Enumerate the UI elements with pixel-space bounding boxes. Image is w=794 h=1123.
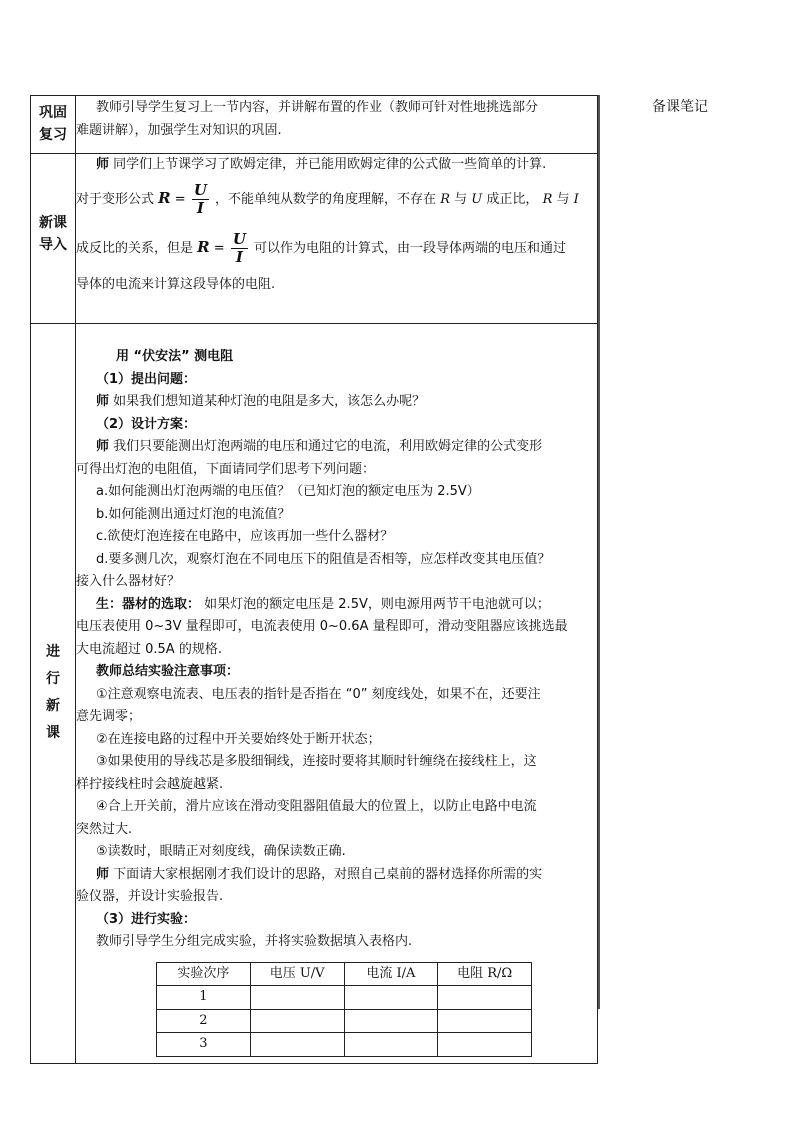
intro-content <box>76 154 598 324</box>
intro-line-1: 同学们上节课学习了欧姆定律，并已能用欧姆定律的公式做一些简单的计算. <box>113 157 547 172</box>
intro-label-cell <box>31 154 76 324</box>
note-4-b: 突然过大. <box>76 821 133 837</box>
s1-title: （1）提出问题： <box>96 371 197 387</box>
table-cell: 2 <box>157 1009 251 1033</box>
intro-line-2b: ，不能单纯从数学的角度理解，不存在 <box>215 192 437 207</box>
s2-text-1: 我们只要能测出灯泡两端的电压和通过它的电流，利用欧姆定律的公式变形 <box>113 439 543 454</box>
formula-r: R <box>158 189 171 207</box>
table-cell: 1 <box>157 986 251 1010</box>
formula2-fraction <box>231 231 248 266</box>
header-cell: 实验次序 <box>157 962 251 986</box>
review-content <box>76 96 598 154</box>
intro-line-3b: 可以作为电阻的计算式，由一段导体两端的电压和通过 <box>254 241 567 256</box>
table-row <box>157 1033 532 1057</box>
intro-line-2d: 与 <box>454 192 468 207</box>
question-c: c.欲使灯泡连接在电路中，应该再加一些什么器材？ <box>96 529 394 544</box>
lesson-heading: 用 “伏安法” 测电阻 <box>116 349 234 364</box>
notes-title: 教师总结实验注意事项： <box>96 664 240 679</box>
question-b: b.如何能测出通过灯泡的电流值？ <box>96 506 291 522</box>
data-table-header <box>157 962 532 986</box>
review-label-2: 复习 <box>39 127 67 143</box>
intro-line-2e: U <box>471 192 483 207</box>
table-row <box>157 986 532 1010</box>
lesson-row <box>31 324 598 1064</box>
table-cell <box>438 1009 532 1033</box>
formula2-numerator: U <box>232 230 246 248</box>
s3-text: 教师引导学生分组完成实验，并将实验数据填入表格内. <box>96 934 413 949</box>
intro-line-4: 导体的电流来计算这段导体的电阻. <box>76 277 276 292</box>
intro-line-2f: 成正比， <box>486 192 539 207</box>
s1-text: 如果我们想知道某种灯泡的电阻是多大，该怎么办呢？ <box>113 394 426 409</box>
lesson-label-cell <box>31 324 76 1064</box>
table-cell: 3 <box>157 1033 251 1057</box>
note-5: ⑤读数时，眼睛正对刻度线，确保读数正确. <box>96 844 346 859</box>
intro-line-2a: 对于变形公式 <box>76 192 155 207</box>
table-cell <box>344 1033 438 1057</box>
formula2-denominator: I <box>235 248 243 266</box>
review-text-2: 难题讲解），加强学生对知识的巩固. <box>76 123 282 138</box>
student-label: 生：器材的选取： <box>96 596 201 612</box>
intro-label-2: 导入 <box>39 237 67 253</box>
formula2-equals: = <box>213 241 225 256</box>
table-row <box>157 1009 532 1033</box>
question-d-1: d.要多测几次，观察灯泡在不同电压下的阻值是否相等，应怎样改变其电压值？ <box>96 551 551 567</box>
note-3-b: 样拧接线柱时会越旋越紧. <box>76 776 224 792</box>
s2-teacher: 师 <box>96 439 110 454</box>
side-note-label: 备课笔记 <box>652 99 708 115</box>
formula2-r: R <box>197 238 210 256</box>
intro-line-2i: I <box>573 192 579 207</box>
review-row <box>31 96 598 154</box>
table-cell <box>344 986 438 1010</box>
lesson-table <box>30 95 598 1064</box>
lesson-content <box>76 324 598 1064</box>
lesson-label-2: 行 <box>46 671 60 688</box>
review-label-cell <box>31 96 76 154</box>
intro-line-2c: R <box>440 192 450 207</box>
table-cell <box>344 1009 438 1033</box>
note-1-a: ①注意观察电流表、电压表的指针是否指在 “0” 刻度线处，如果不在，还要注 <box>96 686 541 702</box>
question-d-2: 接入什么器材好？ <box>76 574 181 589</box>
student-text-1: 如果灯泡的额定电压是 2.5V，则电源用两节干电池就可以； <box>204 596 550 612</box>
data-table <box>156 962 532 1057</box>
intro-line-2h: 与 <box>556 192 570 207</box>
intro-line-3a: 成反比的关系，但是 <box>76 241 194 256</box>
formula-numerator: U <box>193 181 207 199</box>
table-cell <box>250 1033 344 1057</box>
t2-text-1: 下面请大家根据刚才我们设计的思路，对照自己桌前的器材选择你所需的实 <box>113 866 543 882</box>
question-a: a.如何能测出灯泡两端的电压值？（已知灯泡的额定电压为 2.5V） <box>96 484 480 499</box>
header-cell: 电流 I/A <box>344 962 438 986</box>
student-text-2: 电压表使用 0~3V 量程即可，电流表使用 0~0.6A 量程即可，滑动变阻器应该挑选最 <box>76 619 568 634</box>
review-text-1: 教师引导学生复习上一节内容，并讲解布置的作业（教师可针对性地挑选部分 <box>96 100 539 115</box>
note-4-a: ④合上开关前，滑片应该在滑动变阻器阻值最大的位置上，以防止电路中电流 <box>96 799 537 814</box>
table-cell <box>438 1033 532 1057</box>
review-label-1: 巩固 <box>39 105 67 121</box>
s2-title: （2）设计方案： <box>96 416 197 432</box>
intro-row <box>31 154 598 324</box>
divider-line <box>598 95 600 1009</box>
lesson-label-3: 新 <box>46 698 60 715</box>
t2-teacher: 师 <box>96 866 110 882</box>
table-cell <box>250 986 344 1010</box>
note-3-a: ③如果使用的导线芯是多股细铜线，连接时要将其顺时针缠绕在接线柱上，这 <box>96 754 537 769</box>
s3-title: （3）进行实验： <box>96 911 197 927</box>
lesson-label-4: 课 <box>46 725 60 742</box>
note-2: ②在连接电路的过程中开关要始终处于断开状态； <box>96 731 381 747</box>
intro-line-2g: R <box>542 192 553 207</box>
table-cell <box>438 986 532 1010</box>
header-cell: 电阻 R/Ω <box>438 962 532 986</box>
formula-equals: = <box>174 192 186 207</box>
student-text-3: 大电流超过 0.5A 的规格. <box>76 641 222 657</box>
s2-text-2: 可得出灯泡的电阻值，下面请同学们思考下列问题： <box>76 461 376 477</box>
formula-denominator: I <box>196 199 204 217</box>
header-cell: 电压 U/V <box>250 962 344 986</box>
note-1-b: 意先调零； <box>76 709 142 724</box>
intro-label-1: 新课 <box>39 215 67 231</box>
table-cell <box>250 1009 344 1033</box>
s1-teacher: 师 <box>96 394 110 409</box>
formula-fraction <box>192 182 209 217</box>
lesson-label-1: 进 <box>46 644 60 661</box>
intro-teacher: 师 <box>96 157 110 172</box>
t2-text-2: 验仪器，并设计实验报告. <box>76 889 224 904</box>
